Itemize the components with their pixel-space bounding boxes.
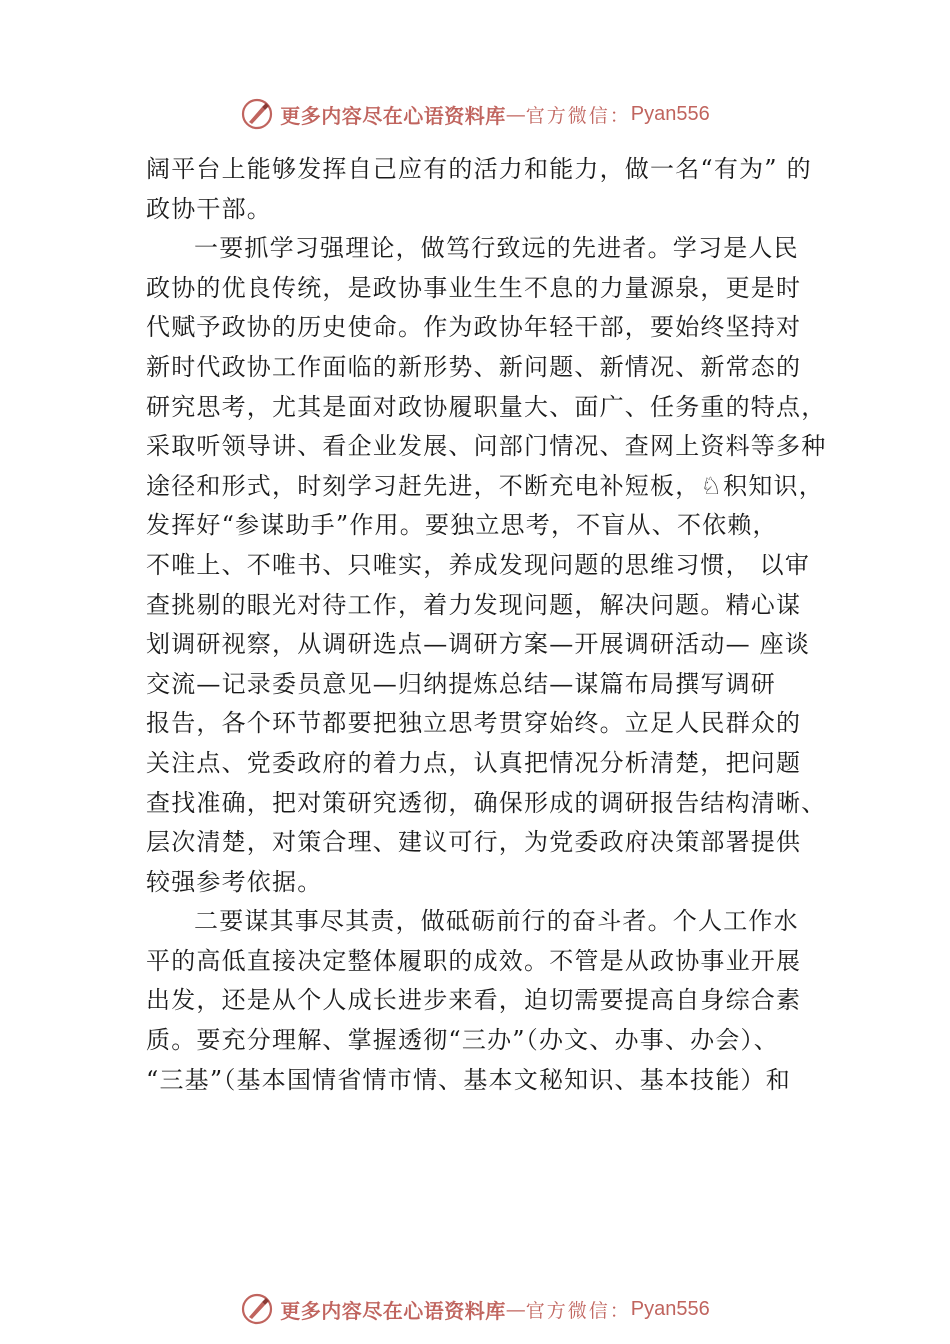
text-line: 一要抓学习强理论，做笃行致远的先进者。学习是人民 [194,234,799,263]
document-body [146,150,827,1100]
pen-logo-icon [240,1292,274,1326]
text-line: 关注点、党委政府的着力点，认真把情况分析清楚，把问题 [146,748,802,777]
watermark-dash: — [505,102,526,126]
text-line: 采取听领导讲、看企业发展、问部门情况、查网上资料等多种 [146,432,827,461]
text-line: 划调研视察，从调研选点—调研方案—开展调研活动— 座谈 [146,630,811,659]
watermark-wechat-id: Pyan556 [630,102,710,125]
watermark-main-text: 更多内容尽在心语资料库 [280,1298,506,1323]
text-line: 交流—记录委员意见—归纳提炼总结—谋篇布局撰写调研 [146,669,776,698]
watermark-wechat-id: Pyan556 [630,1297,710,1320]
text-line: “三基”（基本国情省情市情、基本文秘知识、基本技能）和 [146,1065,791,1094]
text-line: 政协干部。 [146,194,272,223]
text-line: 代赋予政协的历史使命。作为政协年轻干部，要始终坚持对 [146,313,802,342]
pen-logo-icon [240,97,274,131]
text-line: 发挥好“参谋助手”作用。要独立思考，不盲从、不依赖， [146,511,778,540]
watermark-dash: — [505,1297,526,1321]
text-line: 政协的优良传统，是政协事业生生不息的力量源泉，更是时 [146,273,802,302]
watermark-wechat-label: 官方微信： [525,1299,631,1322]
text-line: 不唯上、不唯书、只唯实，养成发现问题的思维习惯， 以审 [146,550,811,579]
header-watermark [0,94,950,134]
text-line: 质。要充分理解、掌握透彻“三办”（办文、办事、办会）、 [146,1026,779,1055]
text-line: 阔平台上能够发挥自己应有的活力和能力，做一名“有为” 的 [146,155,812,183]
text-line: 层次清楚，对策合理、建议可行，为党委政府决策部署提供 [146,828,802,857]
watermark-main-text: 更多内容尽在心语资料库 [280,103,506,128]
watermark-wechat-label: 官方微信： [525,104,631,127]
text-line: 二要谋其事尽其责，做砥砺前行的奋斗者。个人工作水 [194,907,799,936]
text-line: 研究思考，尤其是面对政协履职量大、面广、任务重的特点， [146,392,827,421]
text-line: 平的高低直接决定整体履职的成效。不管是从政协事业开展 [146,946,802,975]
footer-watermark [0,1289,950,1329]
text-line: 查挑剔的眼光对待工作，着力发现问题，解决问题。精心谋 [146,590,802,619]
text-line: 报告，各个环节都要把独立思考贯穿始终。立足人民群众的 [146,709,802,738]
text-line: 查找准确，把对策研究透彻，确保形成的调研报告结构清晰、 [146,788,827,817]
text-line: 途径和形式，时刻学习赶先进，不断充电补短板，♘积知识， [146,471,824,500]
text-line: 新时代政协工作面临的新形势、新问题、新情况、新常态的 [146,352,802,381]
text-line: 出发，还是从个人成长进步来看，迫切需要提高自身综合素 [146,986,802,1015]
text-line: 较强参考依据。 [146,867,323,896]
